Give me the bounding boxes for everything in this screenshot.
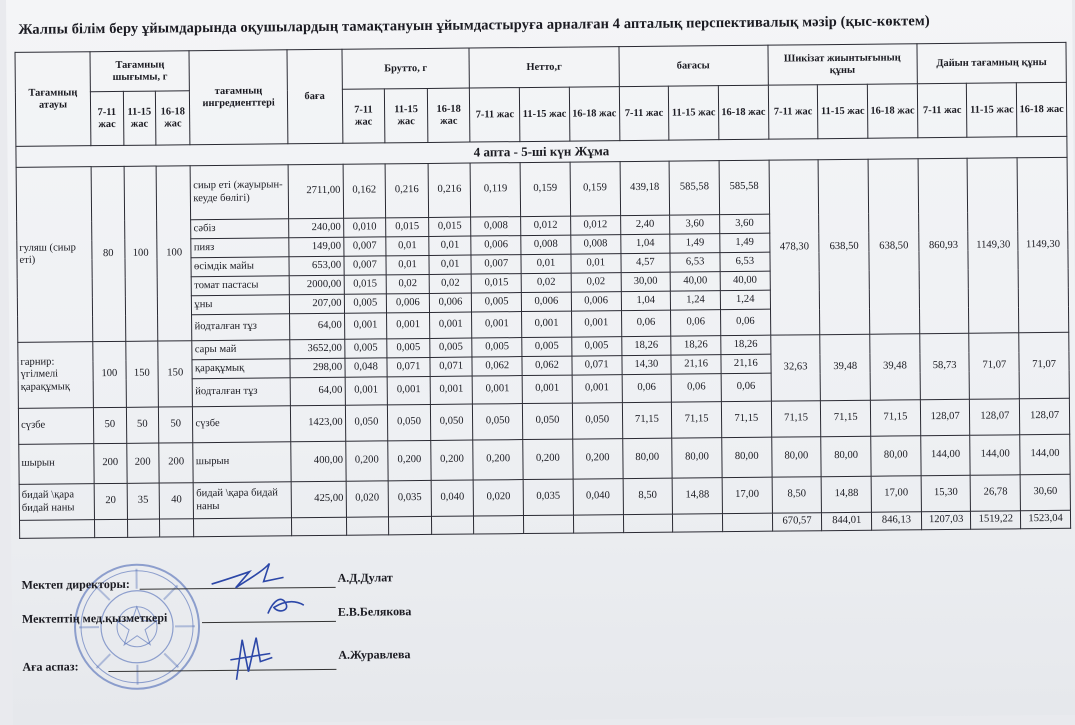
ingredient-name: пияз <box>191 238 289 258</box>
brutto-cell: 0,01 <box>429 255 472 274</box>
ingredient-name: сиыр еті (жауырын-кеуде бөлігі) <box>191 165 289 220</box>
signature-role-nurse: Мектептің мед.қызметкері <box>21 610 168 626</box>
total-ready-cost: 1207,03 <box>921 511 971 529</box>
raw-cost-cell: 39,48 <box>820 334 870 400</box>
raw-cost-cell: 71,15 <box>771 401 821 437</box>
cost-cell: 6,53 <box>670 253 720 272</box>
brutto-cell: 0,015 <box>344 275 387 294</box>
dish-name: гуляш (сиыр еті) <box>16 167 93 343</box>
netto-cell: 0,01 <box>571 254 621 273</box>
cost-cell: 1,04 <box>621 291 671 310</box>
brutto-cell: 0,02 <box>386 274 429 293</box>
portion-cell: 200 <box>159 443 194 483</box>
brutto-cell: 0,005 <box>430 338 473 357</box>
raw-cost-cell: 71,15 <box>870 400 920 436</box>
header-ready-cost: Дайын тағамның құны <box>917 42 1067 83</box>
netto-cell: 0,008 <box>521 235 571 254</box>
cost-cell: 0,06 <box>721 373 771 401</box>
cost-cell: 3,60 <box>720 214 770 233</box>
total-raw-cost: 670,57 <box>772 513 822 531</box>
age-header: 16-18 жас <box>569 87 619 141</box>
cost-cell: 17,00 <box>722 477 772 513</box>
brutto-cell: 0,007 <box>344 256 387 275</box>
netto-cell: 0,012 <box>521 216 571 235</box>
brutto-cell: 0,007 <box>343 237 386 256</box>
portion-cell: 50 <box>126 407 159 443</box>
signature-name-nurse: Е.В.Белякова <box>337 604 412 619</box>
netto-cell: 0,200 <box>573 439 623 479</box>
age-header: 16-18 жас <box>718 85 768 139</box>
brutto-cell: 0,050 <box>388 404 431 440</box>
netto-cell: 0,001 <box>571 311 621 337</box>
ready-cost-cell: 71,07 <box>969 333 1019 399</box>
cost-cell: 1,24 <box>720 290 770 309</box>
raw-cost-cell: 478,30 <box>769 160 820 335</box>
brutto-cell: 0,035 <box>388 480 431 516</box>
age-header: 11-15 жас <box>123 91 156 145</box>
cost-cell: 439,18 <box>620 161 670 215</box>
nurse-signature-scribble <box>264 593 308 617</box>
cost-cell: 0,06 <box>671 374 721 402</box>
age-header: 11-15 жас <box>385 88 428 142</box>
netto-cell: 0,005 <box>472 338 522 357</box>
header-ingredients: тағамның ингредиенттері <box>189 50 287 145</box>
ready-cost-cell: 71,07 <box>1019 332 1069 398</box>
director-signature-scribble <box>207 557 287 592</box>
total-ready-cost: 1523,04 <box>1021 510 1071 528</box>
raw-cost-cell: 17,00 <box>871 476 921 512</box>
brutto-cell: 0,001 <box>430 376 473 404</box>
netto-cell: 0,02 <box>521 273 571 292</box>
portion-cell: 50 <box>93 407 126 443</box>
ingredient-name: томат пастасы <box>192 276 290 296</box>
raw-cost-cell: 39,48 <box>870 334 920 400</box>
brutto-cell: 0,048 <box>345 358 388 377</box>
cost-cell: 4,57 <box>620 253 670 272</box>
cost-cell: 71,15 <box>622 402 672 438</box>
price-cell: 2000,00 <box>289 275 344 295</box>
age-header: 16-18 жас <box>867 84 917 138</box>
cost-cell: 1,49 <box>670 234 720 253</box>
brutto-cell: 0,200 <box>388 440 431 480</box>
ready-cost-cell: 144,00 <box>970 435 1020 475</box>
ingredient-name: ұны <box>192 295 290 315</box>
ingredient-name: бидай \қара бидай наны <box>194 482 292 519</box>
portion-cell: 100 <box>124 166 158 341</box>
age-header: 11-15 жас <box>818 84 868 138</box>
brutto-cell: 0,071 <box>387 357 430 376</box>
brutto-cell: 0,005 <box>344 294 387 313</box>
portion-cell: 150 <box>125 341 158 407</box>
brutto-cell: 0,050 <box>430 404 473 440</box>
header-raw-cost: Шикізат жиынтығының құны <box>768 44 917 85</box>
ready-cost-cell: 15,30 <box>921 475 971 511</box>
header-cost: бағасы <box>619 45 769 86</box>
ready-cost-cell: 128,07 <box>920 399 970 435</box>
netto-cell: 0,001 <box>522 311 572 337</box>
brutto-cell: 0,001 <box>387 376 430 404</box>
ready-cost-cell: 30,60 <box>1020 474 1070 510</box>
price-cell: 1423,00 <box>290 405 345 442</box>
price-cell: 240,00 <box>288 218 343 238</box>
brutto-cell: 0,050 <box>345 405 388 441</box>
brutto-cell: 0,006 <box>429 293 472 312</box>
price-cell: 207,00 <box>289 294 344 314</box>
netto-cell: 0,001 <box>522 375 572 403</box>
portion-cell: 35 <box>127 483 160 519</box>
ready-cost-cell: 58,73 <box>920 333 970 399</box>
netto-cell: 0,050 <box>473 404 523 440</box>
age-header: 11-15 жас <box>519 87 569 141</box>
header-brutto: Брутто, г <box>342 48 470 89</box>
age-header: 11-15 жас <box>967 83 1017 137</box>
brutto-cell: 0,001 <box>429 312 472 338</box>
cost-cell: 3,60 <box>670 215 720 234</box>
dish-name: шырын <box>19 444 94 485</box>
cost-cell: 6,53 <box>720 252 770 271</box>
ingredient-name: йодталған тұз <box>192 314 290 341</box>
header-price: баға <box>287 49 343 144</box>
netto-cell: 0,006 <box>521 292 571 311</box>
netto-cell: 0,050 <box>572 403 622 439</box>
portion-cell: 100 <box>156 166 192 341</box>
age-header: 7-11 жас <box>470 88 520 142</box>
ingredient-name: шырын <box>193 442 291 483</box>
ready-cost-cell: 860,93 <box>918 158 969 333</box>
cost-cell: 80,00 <box>672 438 722 478</box>
netto-cell: 0,200 <box>473 440 523 480</box>
brutto-cell: 0,200 <box>431 440 474 480</box>
price-cell: 653,00 <box>289 256 344 276</box>
dish-name: бидай \қара бидай наны <box>19 484 94 521</box>
cost-cell: 1,04 <box>620 234 670 253</box>
netto-cell: 0,071 <box>572 356 622 375</box>
portion-cell: 50 <box>158 407 193 443</box>
netto-cell: 0,012 <box>570 216 620 235</box>
netto-cell: 0,119 <box>470 163 520 217</box>
cost-cell: 2,40 <box>620 215 670 234</box>
ingredient-name: өсімдік майы <box>191 257 289 277</box>
cost-cell: 1,49 <box>720 233 770 252</box>
cost-cell: 18,26 <box>721 335 771 354</box>
cost-cell: 40,00 <box>720 271 770 290</box>
ready-cost-cell: 144,00 <box>920 435 970 475</box>
brutto-cell: 0,001 <box>387 312 430 338</box>
netto-cell: 0,005 <box>472 293 522 312</box>
portion-cell: 200 <box>94 443 127 483</box>
cost-cell: 0,06 <box>720 309 770 335</box>
menu-table <box>14 42 1071 539</box>
brutto-cell: 0,040 <box>431 480 474 516</box>
cost-cell: 40,00 <box>670 272 720 291</box>
cost-cell: 21,16 <box>721 354 771 373</box>
brutto-cell: 0,005 <box>387 338 430 357</box>
raw-cost-cell: 80,00 <box>821 436 871 476</box>
ready-cost-cell: 128,07 <box>1020 398 1070 434</box>
document-title: Жалпы білім беру ұйымдарында оқушылардың тамақтануын ұйымдастыруға арналған 4 апталық перспективалық мәзір (қыс-көктем) <box>18 13 930 38</box>
brutto-cell: 0,001 <box>344 313 387 339</box>
netto-cell: 0,001 <box>572 375 622 403</box>
brutto-cell: 0,02 <box>429 274 472 293</box>
price-cell: 149,00 <box>289 237 344 257</box>
netto-cell: 0,02 <box>571 273 621 292</box>
cost-cell: 30,00 <box>621 272 671 291</box>
chef-signature-scribble <box>226 631 276 683</box>
price-cell: 400,00 <box>291 441 346 482</box>
cost-cell: 21,16 <box>671 355 721 374</box>
netto-cell: 0,062 <box>472 357 522 376</box>
header-portion: Тағамның шығымы, г <box>90 51 190 92</box>
total-ready-cost: 1519,22 <box>971 511 1021 529</box>
portion-cell: 200 <box>126 443 159 483</box>
table-row <box>16 157 1067 221</box>
ingredient-name: қарақұмық <box>192 359 290 379</box>
age-header: 7-11 жас <box>768 85 818 139</box>
cost-cell: 71,15 <box>672 402 722 438</box>
brutto-cell: 0,216 <box>385 163 428 217</box>
netto-cell: 0,001 <box>473 376 523 404</box>
portion-cell: 80 <box>91 166 125 341</box>
ready-cost-cell: 26,78 <box>971 475 1021 511</box>
price-cell: 64,00 <box>290 377 345 406</box>
brutto-cell: 0,001 <box>345 377 388 405</box>
netto-cell: 0,001 <box>472 312 522 338</box>
cost-cell: 18,26 <box>621 336 671 355</box>
netto-cell: 0,159 <box>520 162 570 216</box>
netto-cell: 0,008 <box>571 235 621 254</box>
brutto-cell: 0,005 <box>344 339 387 358</box>
ready-cost-cell: 144,00 <box>1020 434 1070 474</box>
ingredient-name: сары май <box>192 340 290 360</box>
cost-cell: 0,06 <box>622 374 672 402</box>
brutto-cell: 0,015 <box>428 217 471 236</box>
price-cell: 64,00 <box>289 313 344 340</box>
ready-cost-cell: 1149,30 <box>968 158 1019 333</box>
raw-cost-cell: 14,88 <box>821 476 871 512</box>
cost-cell: 585,58 <box>719 160 769 214</box>
brutto-cell: 0,01 <box>386 255 429 274</box>
netto-cell: 0,200 <box>523 439 573 479</box>
netto-cell: 0,006 <box>471 236 521 255</box>
netto-cell: 0,062 <box>522 356 572 375</box>
total-raw-cost: 846,13 <box>872 512 922 530</box>
netto-cell: 0,040 <box>573 479 623 515</box>
cost-cell: 18,26 <box>671 336 721 355</box>
cost-cell: 585,58 <box>669 161 719 215</box>
signature-line <box>202 621 336 623</box>
portion-cell: 100 <box>93 341 126 407</box>
ready-cost-cell: 128,07 <box>970 399 1020 435</box>
brutto-cell: 0,071 <box>430 357 473 376</box>
brutto-cell: 0,006 <box>387 293 430 312</box>
cost-cell: 1,24 <box>671 291 721 310</box>
price-cell: 298,00 <box>290 358 345 378</box>
netto-cell: 0,159 <box>570 162 620 216</box>
price-cell: 3652,00 <box>290 339 345 359</box>
brutto-cell: 0,216 <box>428 163 471 217</box>
brutto-cell: 0,200 <box>345 441 388 481</box>
brutto-cell: 0,01 <box>386 236 429 255</box>
netto-cell: 0,035 <box>523 479 573 515</box>
raw-cost-cell: 638,50 <box>818 159 869 334</box>
age-header: 16-18 жас <box>155 91 190 145</box>
raw-cost-cell: 8,50 <box>772 477 822 513</box>
age-header: 7-11 жас <box>619 86 669 140</box>
brutto-cell: 0,015 <box>386 217 429 236</box>
netto-cell: 0,015 <box>472 274 522 293</box>
raw-cost-cell: 638,50 <box>868 159 919 334</box>
netto-cell: 0,005 <box>572 337 622 356</box>
dish-name: гарнир: үгілмелі қарақұмық <box>18 342 94 409</box>
portion-cell: 20 <box>94 483 127 519</box>
raw-cost-cell: 80,00 <box>871 436 921 476</box>
document-sheet <box>6 0 1075 725</box>
portion-cell: 150 <box>158 341 193 407</box>
day-label: 4 апта - 5-ші күн Жұма <box>16 136 1067 167</box>
cost-cell: 71,15 <box>721 401 771 437</box>
brutto-cell: 0,010 <box>343 218 386 237</box>
netto-cell: 0,008 <box>471 217 521 236</box>
dish-name: сүзбе <box>18 408 93 445</box>
cost-cell: 14,88 <box>672 478 722 514</box>
netto-cell: 0,007 <box>471 255 521 274</box>
raw-cost-cell: 32,63 <box>770 335 820 401</box>
brutto-cell: 0,162 <box>343 164 386 218</box>
total-raw-cost: 844,01 <box>822 512 872 530</box>
header-dish: Тағамның атауы <box>15 52 91 147</box>
cost-cell: 8,50 <box>623 478 673 514</box>
age-header: 7-11 жас <box>342 89 385 143</box>
raw-cost-cell: 80,00 <box>771 437 821 477</box>
portion-cell: 40 <box>159 483 194 519</box>
cost-cell: 0,06 <box>621 310 671 336</box>
cost-cell: 14,30 <box>621 355 671 374</box>
signature-name-chef: А.Журавлева <box>338 647 411 662</box>
ready-cost-cell: 1149,30 <box>1017 157 1069 332</box>
signature-role-chef: Аға аспаз: <box>22 659 79 674</box>
netto-cell: 0,050 <box>523 403 573 439</box>
netto-cell: 0,006 <box>571 292 621 311</box>
netto-cell: 0,005 <box>522 337 572 356</box>
signature-name-director: А.Д.Дулат <box>337 570 393 585</box>
netto-cell: 0,020 <box>474 480 524 516</box>
brutto-cell: 0,020 <box>346 481 389 517</box>
header-netto: Нетто,г <box>469 47 619 88</box>
ingredient-name: сүзбе <box>193 406 291 443</box>
brutto-cell: 0,01 <box>429 236 472 255</box>
age-header: 7-11 жас <box>90 91 123 145</box>
age-header: 7-11 жас <box>917 83 967 137</box>
raw-cost-cell: 71,15 <box>821 400 871 436</box>
cost-cell: 0,06 <box>671 310 721 336</box>
cost-cell: 80,00 <box>622 438 672 478</box>
price-cell: 2711,00 <box>288 164 343 219</box>
ingredient-name: йодталған тұз <box>193 378 291 407</box>
age-header: 11-15 жас <box>669 86 719 140</box>
price-cell: 425,00 <box>291 481 346 518</box>
ingredient-name: сәбіз <box>191 219 289 239</box>
cost-cell: 80,00 <box>722 437 772 477</box>
age-header: 16-18 жас <box>427 88 470 142</box>
netto-cell: 0,01 <box>521 254 571 273</box>
signature-role-director: Мектеп директоры: <box>21 576 130 592</box>
age-header: 16-18 жас <box>1017 82 1067 136</box>
